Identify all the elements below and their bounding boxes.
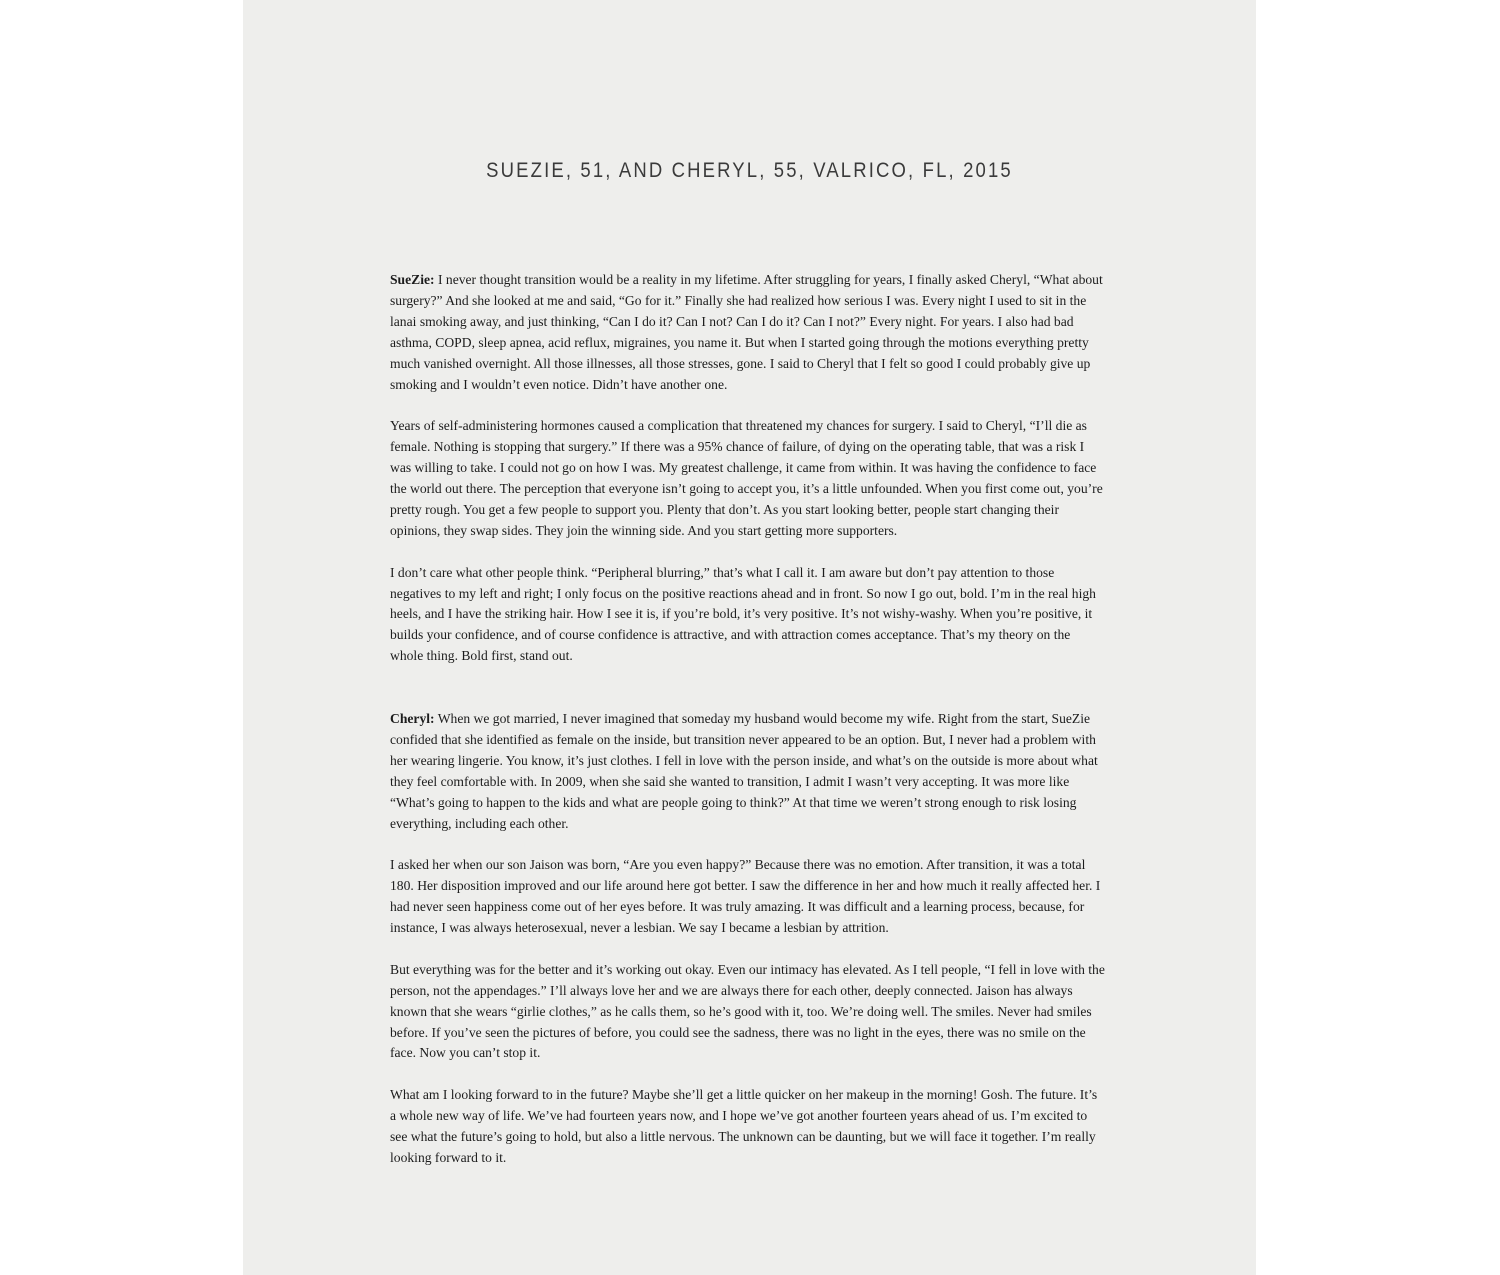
- suezie-paragraph-1: [390, 270, 1105, 395]
- paragraph-text: When we got married, I never imagined that someday my husband would become my wife. Right from the start, SueZie confided that she identified as female on the inside, but transition never appeared to be an option. But, I never had a problem with her wearing lingerie. You know, it’s just clothes. I fell in love with the person inside, and what’s on the outside is more about what they feel comfortable with. In 2009, when she said she wanted to transition, I admit I wasn’t very accepting. It was more like “What’s going to happen to the kids and what are people going to think?” At that time we weren’t strong enough to risk losing everything, including each other.: [390, 710, 1098, 831]
- cheryl-paragraph-1: [390, 709, 1105, 834]
- document-page: [243, 0, 1256, 1275]
- suezie-paragraph-2: Years of self-administering hormones caused a complication that threatened my chances for surgery. I said to Cheryl, “I’ll die as female. Nothing is stopping that surgery.” If there was a 95% chance of failure, of dying on the operating table, that was a risk I was willing to take. I could not go on how I was. My greatest challenge, it came from within. It was having the confidence to face the world out there. The perception that everyone isn’t going to accept you, it’s a little unfounded. When you first come out, you’re pretty rough. You get a few people to support you. Plenty that don’t. As you start looking better, people start changing their opinions, they swap sides. They join the winning side. And you start getting more supporters.: [390, 418, 1103, 538]
- suezie-paragraph-3: I don’t care what other people think. “Peripheral blurring,” that’s what I call it. I am aware but don’t pay attention to those negatives to my left and right; I only focus on the positive reactions ahead and in front. So now I go out, bold. I’m in the real high heels, and I have the striking hair. How I see it is, if you’re bold, it’s very positive. It’s not wishy-washy. When you’re positive, it builds your confidence, and of course confidence is attractive, and with attraction comes acceptance. That’s my theory on the whole thing. Bold first, stand out.: [390, 564, 1096, 664]
- speaker-label-suezie: SueZie:: [390, 272, 435, 287]
- cheryl-paragraph-4: What am I looking forward to in the future? Maybe she’ll get a little quicker on her makeup in the morning! Gosh. The future. It’s a whole new way of life. We’ve had fourteen years now, and I hope we’ve got another fourteen years ahead of us. I’m excited to see what the future’s going to hold, but also a little nervous. The unknown can be daunting, but we will face it together. I’m really looking forward to it.: [390, 1087, 1098, 1165]
- paragraph-text: I never thought transition would be a reality in my lifetime. After struggling for years, I finally asked Cheryl, “What about surgery?” And she looked at me and said, “Go for it.” Finally she had realized how serious I was. Every night I used to sit in the lanai smoking away, and just thinking, “Can I do it? Can I not? Can I do it? Can I not?” Every night. For years. I also had bad asthma, COPD, sleep apnea, acid reflux, migraines, you name it. But when I started going through the motions everything pretty much vanished overnight. All those illnesses, all those stresses, gone. I said to Cheryl that I felt so good I could probably give up smoking and I wouldn’t even notice. Didn’t have another one.: [390, 272, 1103, 392]
- speaker-label-cheryl: Cheryl:: [390, 710, 435, 726]
- page-title: SUEZIE, 51, AND CHERYL, 55, VALRICO, FL, 2015: [486, 158, 1013, 182]
- cheryl-paragraph-2: I asked her when our son Jaison was born, “Are you even happy?” Because there was no emotion. After transition, it was a total 180. Her disposition improved and our life around here got better. I saw the difference in her and how much it really affected her. I had never seen happiness come out of her eyes before. It was truly amazing. It was difficult and a learning process, because, for instance, I was always heterosexual, never a lesbian. We say I became a lesbian by attrition.: [390, 857, 1101, 936]
- interview-text: [390, 270, 1105, 1190]
- cheryl-paragraph-3: But everything was for the better and it’s working out okay. Even our intimacy has elevated. As I tell people, “I fell in love with the person, not the appendages.” I’ll always love her and we are always there for each other, deeply connected. Jaison has always known that she wears “girlie clothes,” as he calls them, so he’s good with it, too. We’re doing well. The smiles. Never had smiles before. If you’ve seen the pictures of before, you could see the sadness, there was no light in the eyes, there was no smile on the face. Now you can’t stop it.: [390, 961, 1105, 1061]
